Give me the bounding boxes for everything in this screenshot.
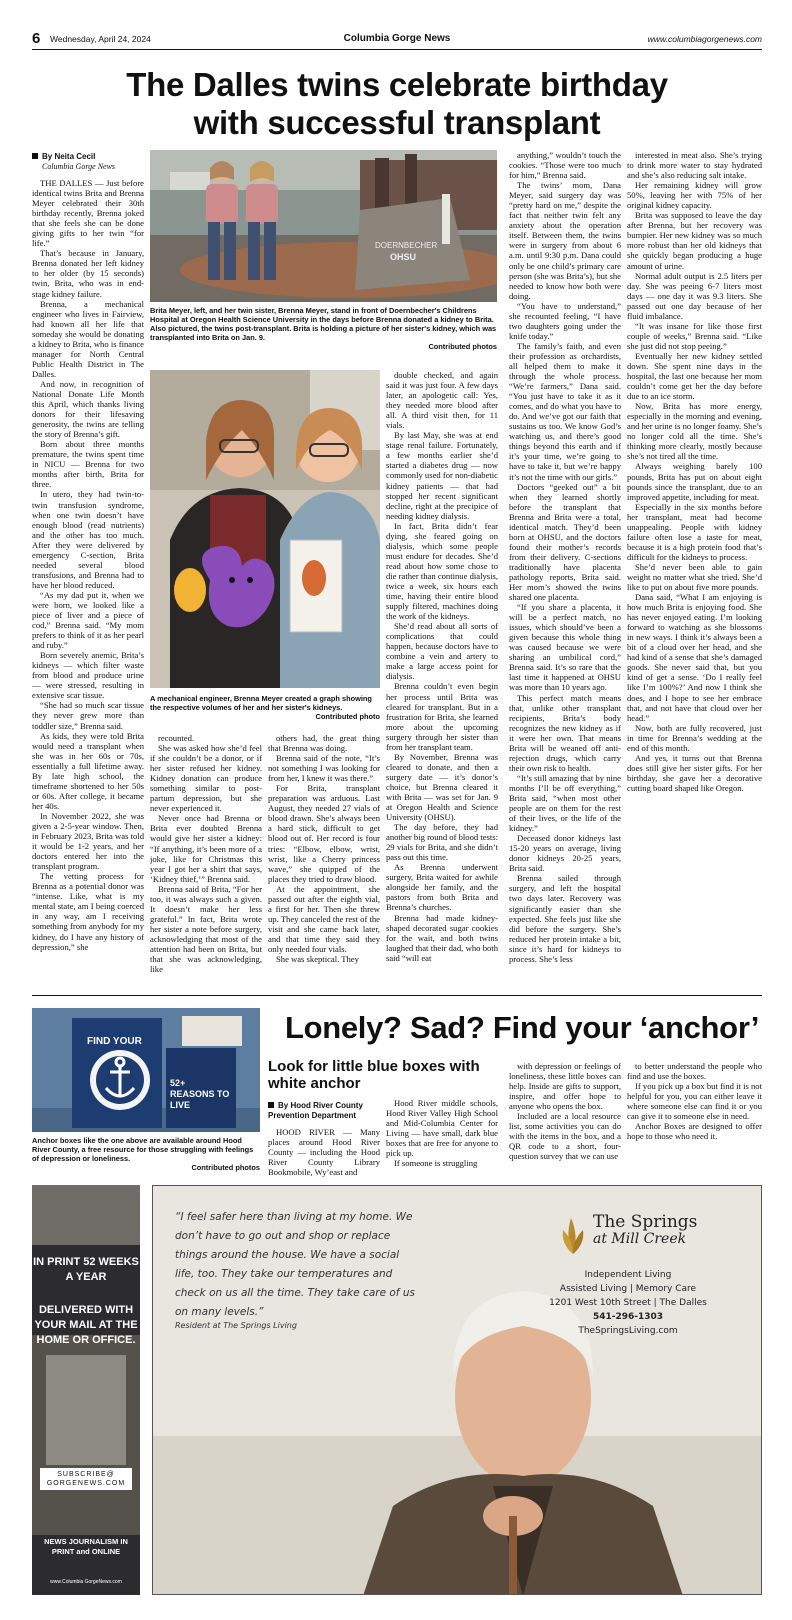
article-paragraph: That’s because in January, Brenna donated her left kidney to her older (by 15 seconds) twin, Brita, who was in end-stage kidney failure.	[32, 248, 144, 299]
story-column-5	[509, 150, 621, 988]
article-paragraph: In November 2022, she was given a 2-5-year window. Then, in February 2023, Brita was told it would be 1-2 years, and her doctors entered her into the transplant program.	[32, 810, 144, 872]
springs-website-link[interactable]: TheSpringsLiving.com	[578, 1326, 678, 1336]
article-paragraph: “It’s still amazing that by nine months I’ll be off everything,” Brita said, “when most other people are on them for the rest of their lives, or the life of the kidney.”	[509, 772, 621, 834]
article-paragraph: For Brita, transplant preparation was arduous. Last August, they needed 27 vials of blood drawn. She’s always been a hard stick, difficult to get blood out of. Her record is four tries: “Elbow, elbow, wrist, wrist, like a Cherry princess wave,” she quipped of the places they tried to draw blood.	[268, 783, 380, 884]
article-paragraph: Now, both are fully recovered, just in time for Brenna’s wedding at the end of this month.	[627, 722, 762, 753]
article-paragraph: She’d never been able to gain weight no matter what she tried. She’d like to put on about five more pounds.	[627, 561, 762, 593]
ad-site-link[interactable]: www.Columbia GorgeNews.com	[50, 1579, 122, 1585]
page-header	[32, 30, 762, 50]
photo1-credit: Contributed photos	[428, 342, 497, 351]
article-paragraph: As kids, they were told Brita would need a transplant when she was in her 60s or 70s, essentially a full lifetime away. By late high school, the timeframe shortened to her 50s or 60s. After college, it became her 40s.	[32, 730, 144, 811]
article-paragraph: And now, in recognition of National Donate Life Month this April, which thanks living donors for their lifesaving generosity, the twins are telling the story of Brenna’s gift.	[32, 378, 144, 440]
services-line-2: Assisted Living | Memory Care	[559, 1284, 697, 1294]
article-paragraph: Brenna had made kidney-shaped decorated sugar cookies for the wait, and both twins laughed that their dad, who both said “will eat	[386, 912, 498, 963]
article-paragraph: “It was insane for like those first couple of weeks,” Brenna said. “Like she just did not stop peeing.”	[627, 320, 762, 351]
article-paragraph: Her remaining kidney will grow 50%, leaving her with 75% of her original kidney capacity.	[627, 180, 762, 211]
article-paragraph: to better understand the people who find and use the boxes.	[627, 1061, 762, 1082]
section-divider	[32, 995, 762, 996]
photo-twins-sign-illustration	[150, 150, 497, 302]
article-paragraph: At the appointment, she passed out after the eighth vial, a first for her. Then she threw up. They canceled the rest of the visit and she came back later, and that time they said they only needed four vials.	[268, 883, 380, 954]
photo2-credit: Contributed photo	[315, 712, 380, 721]
article-paragraph: Doctors “geeked out” a bit when they learned shortly before the transplant that Brenna and Brita were a total, identical match. They’d been born at OHSU, and the doctors found their mother’s records from their delivery. C-sections traditionally have placenta pathology reports, Brita said. Her mom’s showed the twins shared one placenta.	[509, 481, 621, 603]
article-paragraph: The day before, they had another big round of blood tests: 29 vials for Brita, and she didn’t pass out this time.	[386, 822, 498, 863]
article-paragraph: By November, Brenna was cleared to donate, and then a surgery date — it’s donor’s choice, but Brenna cleared it with Brita — was set for Jan. 9 at Oregon Health and Science University (OHSU).	[386, 751, 498, 823]
subscription-ad-background	[32, 1185, 140, 1595]
testimonial-attribution: Resident at The Springs Living	[175, 1321, 297, 1330]
services-line-1: Independent Living	[584, 1270, 672, 1280]
article-paragraph: If someone is struggling	[394, 1158, 478, 1169]
photo-anchor-box	[32, 1008, 260, 1132]
article-paragraph: HOOD RIVER — Many places around Hood River County — including the Hood River County Library Bookmobile, Wy’east and	[268, 1127, 380, 1178]
story2-column-1	[268, 1127, 380, 1182]
photo-twins-kidney	[150, 370, 380, 688]
anchor-photo-credit: Contributed photos	[191, 1163, 260, 1172]
springs-ad[interactable]	[152, 1185, 762, 1595]
story-column-3	[268, 733, 380, 988]
article-paragraph: interested in meat also. She’s trying to drink more water to stay hydrated and she’s also reducing salt intake.	[627, 150, 762, 181]
springs-contact-info	[513, 1268, 743, 1338]
photo2-caption: A mechanical engineer, Brenna Meyer created a graph showing the respective volumes of her and her sister's kidneys. Contributed photo	[150, 694, 380, 721]
anchor-photo-caption: Anchor boxes like the one above are available around Hood River County, a free resource for those struggling with feelings of depression or loneliness. Contributed photos	[32, 1136, 260, 1172]
article-paragraph: If you pick up a box but find it is not helpful for you, you can either leave it where someone else can find it or you can give it to someone else in need.	[627, 1081, 762, 1122]
article-paragraph: By last May, she was at end stage renal failure. Fortunately, a few months earlier she’d started a diabetes drug — now commonly used for non-diabetic kidney patients — that had stopped her recent significant decline, right at the precipice of needing kidney dialysis.	[386, 430, 498, 521]
testimonial-quote: “I feel safer here than living at my home. We don’t have to go out and shop or replace things around the house. We have a social life, too. They take our temperatures and check on us all the time. They take care of us on many levels.”	[175, 1211, 415, 1318]
article-paragraph: recounted.	[158, 733, 195, 743]
article-paragraph: Brenna, a mechanical engineer who lives in Fairview, had known all her life that someday she would be donating a kidney to Brita, who is finance manager for North Central Public Health District in The Dalles.	[32, 298, 144, 379]
article-paragraph: Normal adult output is 2.5 liters per day. She was peeing 6-7 liters most days — one day it was 9.3 liters. She passed out one day because of her fluid imbalance.	[627, 270, 762, 321]
article-paragraph: Now, Brita has more energy, especially in the morning and evening, and her urine is no longer foamy. She’s no longer cold all the time. She’s thinking more clearly, mostly because she’s not tired all the time.	[627, 401, 762, 462]
story-column-1	[32, 178, 144, 988]
springs-leaf-logo-icon	[561, 1214, 585, 1254]
sign-text-2: OHSU	[390, 252, 417, 262]
ad-tagline: NEWS JOURNALISM IN PRINT and ONLINE	[44, 1537, 128, 1556]
article-paragraph: Deceased donor kidneys last 15-20 years on average, living donor kidneys 20-25 years, Brita said.	[509, 833, 621, 874]
sign-text-1: DOERNBECHER	[375, 241, 438, 250]
article-paragraph: As Brenna underwent surgery, Brita waited for awhile alongside her family, and the pastors from both Brita and Brenna’s churches.	[386, 862, 498, 913]
page-number: 6	[32, 30, 41, 47]
springs-address: 1201 West 10th Street | The Dalles	[549, 1298, 707, 1308]
headline-line-1: The Dalles twins celebrate birthday	[126, 66, 668, 103]
article-paragraph: The vetting process for Brenna as a potential donor was “intense. Like, what is my mental state, am I being coerced in any way, am I receiving something from anybody for my kidney, do I have any history of depression,” she	[32, 871, 144, 952]
article-paragraph: Born about three months premature, the twins spent time in NICU — Brenna for two months after birth, Brita for three.	[32, 439, 144, 490]
story2-byline: By Hood River County Prevention Department	[268, 1101, 363, 1120]
article-paragraph: Dana said, “What I am enjoying is how much Brita is enjoying food. She has never enjoyed eating. I’m looking forward to watching as she blossoms in new ways. I think it’s always been a bit of a cloud over her head, and she had kind of a sense that she’s damaged goods. She never said that, but you kind of get a sense. ‘Do I really feel like I’m 100%?’ And now I think she does, and I hope to see her embrace that, and not have that cloud over her head.”	[627, 592, 762, 723]
article-paragraph: “She had so much scar tissue they never grew more than toddler size,” Brenna said.	[32, 700, 144, 731]
article-paragraph: anything,” wouldn’t touch the cookies. “Those were too much for him,” Brenna said.	[509, 150, 621, 181]
story2-column-2	[386, 1098, 498, 1182]
article-paragraph: “As my dad put it, when we were born, we looked like a piece of liver and a piece of cod,” Brenna said. “My mom prefers to think of it as her pearl and ruby.”	[32, 589, 144, 651]
photo-twins-kidney-illustration	[150, 370, 380, 688]
article-paragraph: double checked, and again said it was just four. A few days later, an apologetic call: Yes, they needed more blood after all. A third visit then, for 11 vials.	[386, 370, 498, 431]
story2-headline: Lonely? Sad? Find your ‘anchor’	[284, 1010, 760, 1045]
article-paragraph: Included are a local resource list, some activities you can do with the items in the box, and a QR code to a short, four-question survey that we can use	[509, 1111, 621, 1162]
headline-line-2: with successful transplant	[193, 104, 601, 141]
article-paragraph: “You have to understand,” she recounted feeling, “I have two daughters going under the knife today.”	[509, 300, 621, 341]
byline: By Neita Cecil Columbia Gorge News	[32, 152, 144, 172]
springs-brand-name: The Springs	[593, 1212, 698, 1232]
box-label: FIND YOUR	[87, 1036, 142, 1047]
anchor-box-illustration	[32, 1008, 260, 1132]
story-headline	[32, 66, 762, 142]
article-paragraph: Anchor Boxes are designed to offer hope to those who need it.	[627, 1121, 762, 1142]
article-paragraph: “If you share a placenta, it will be a perfect match, no issues, which should’ve been a given because this whole thing was caused because we were sharing an umbilical cord,” Brenna said. It’s so rare that the last time it happened at OHSU was more than 10 years ago.	[509, 602, 621, 693]
ad-line-delivered: DELIVERED WITH YOUR MAIL AT THE HOME OR OFFICE.	[34, 1304, 138, 1346]
article-paragraph: Brita was supposed to leave the day after Brenna, but her recovery was bumpier. Her new kidney was so much more robust than her old kidneys that she quickly began producing a huge amount of urine.	[627, 210, 762, 271]
article-paragraph: Never once had Brenna or Brita ever doubted Brenna would give her sister a kidney: “If anything, it’s been more of a joke, like for Christmas this year I got her a shirt that says, ‘Kidney thief,’” Brenna said.	[150, 813, 262, 884]
story-column-6	[627, 150, 762, 988]
article-paragraph: She was asked how she’d feel if she couldn’t be a donor, or if her sister refused her kidney. Kidney donation can produce something similar to post-partum depression, but she never experienced it.	[150, 743, 262, 814]
newspaper-url[interactable]: www.columbiagorgenews.com	[647, 34, 762, 44]
article-paragraph: THE DALLES — Just before identical twins Brita and Brenna Meyer celebrated their 30th birthday recently, Brenna joked that she feels she can be done giving gifts to her twin “for life.”	[32, 178, 144, 249]
photo-twins-sign	[150, 150, 497, 302]
article-paragraph: Born severely anemic, Brita’s kidneys — which filter waste from blood and produce urine — were stressed, resulting in extensive scar tissue.	[32, 650, 144, 701]
ad-line-print: IN PRINT 52 WEEKS A YEAR	[33, 1256, 139, 1283]
byline-square-icon	[268, 1102, 274, 1108]
springs-brand-location: at Mill Creek	[593, 1231, 687, 1247]
story2-column-4	[627, 1061, 762, 1182]
story2-subhead: Look for little blue boxes with white anchor	[268, 1058, 480, 1092]
byline-square-icon	[32, 153, 38, 159]
article-paragraph: The family’s faith, and even their profession as orchardists, all helped them to make it through the whole process. “We’re farmers,” Dana said. “You just have to take it as it comes, and do what you have to do. And we’ve got our faith that sustains us too. We know God’s watching us, and there’s good things beyond this earth and if it’s your time, we’re going to have to take it, but we’re happy it’s not the time with our girls.”	[509, 340, 621, 482]
springs-phone[interactable]: 541-296-1303	[592, 1312, 664, 1322]
article-paragraph: others had, the great thing that Brenna was doing.	[268, 733, 380, 754]
photo1-caption: Brita Meyer, left, and her twin sister, Brenna Meyer, stand in front of Doernbecher's Childrens Hospital at Oregon Health Science University in the days before Brenna donated a kidney to Brita. Also pictured, the twins post-transplant. Brita is holding a picture of her sister's kidney, which was transplanted into Brita on Jan. 9. Contributed photos	[150, 306, 497, 351]
article-paragraph: In utero, they had twin-to-twin transfusion syndrome, when one twin doesn’t have enough blood (read nutrients) and the other has too much. After they were delivered by emergency C-section, Brita needed several blood transfusions, and Brenna had to have her blood reduced.	[32, 489, 144, 590]
article-paragraph: Brenna said of Brita, “For her too, it was always such a given. It doesn’t make her less grateful.” In fact, Brita wrote her sister a note before surgery, acknowledging that most of the attention had been on Brita, but that she was acknowledging, like	[150, 883, 262, 975]
article-paragraph: Hood River middle schools, Hood River Valley High School and Mid-Columbia Center for Living — have small, dark blue boxes that are free for anyone to pick up.	[386, 1098, 498, 1159]
story-column-4	[386, 370, 498, 988]
article-paragraph: Especially in the six months before her transplant, meat had become unappealing. People with kidney failure often lose a taste for meat, because it is a high protein food that’s difficult for the kidneys to process.	[627, 501, 762, 562]
box-reasons-label: 52+ REASONS TO LIVE	[170, 1078, 230, 1110]
article-paragraph: In fact, Brita didn’t fear dying, she feared going on dialysis, which some people must endure for decades. She’d read about how some chose to die rather than continue dialysis, twice a week, six hours each time, having their entire blood supply filtered, machines doing the work of the kidneys.	[386, 520, 498, 622]
story-column-2	[150, 733, 262, 988]
article-paragraph: Brenna sailed through surgery, and left the hospital two days later. Recovery was significantly easier than she expected. She feels just like she did before the surgery. She’s reduced her protein intake a bit, since it’s hard for kidneys to process. She’s less	[509, 873, 621, 964]
article-paragraph: This perfect match means that, unlike other transplant recipients, Brita’s body recognizes the new kidney as if it were her own. That means Brita will be weaned off anti-rejection drugs, which carry their own risk to health.	[509, 692, 621, 773]
story2-column-3	[509, 1061, 621, 1182]
issue-date: Wednesday, April 24, 2024	[50, 34, 151, 44]
article-paragraph: Brenna said of the note, “It’s not something I was looking for from her, I knew it was there.”	[268, 753, 380, 784]
article-paragraph: And yes, it turns out that Brenna does still give her sister gifts. For her birthday, she gave her a decorative cutting board shaped like Oregon.	[627, 752, 762, 793]
article-paragraph: Eventually her new kidney settled down. She spent nine days in the hospital, the last one because her mom couldn’t come get her the day before due to an ice storm.	[627, 350, 762, 402]
newspaper-name: Columbia Gorge News	[343, 33, 451, 44]
subscribe-email-link[interactable]: SUBSCRIBE@ GORGENEWS.COM	[40, 1468, 132, 1490]
article-paragraph: Always weighing barely 100 pounds, Brita has put on about eight pounds since the transplant, due to an improved appetite, including for meat.	[627, 461, 762, 502]
article-paragraph: with depression or feelings of loneliness, these little boxes can help. Inside are gifts to support, inspire, and offer hope to anyone who opens the box.	[509, 1061, 621, 1112]
subscription-ad[interactable]	[32, 1185, 140, 1595]
article-paragraph: She was skeptical. They	[276, 954, 359, 965]
article-paragraph: She’d read about all sorts of complications that could happen, because doctors have to combine a vein and artery to make a large access point for dialysis.	[386, 621, 498, 682]
article-paragraph: The twins’ mom, Dana Meyer, said surgery day was “pretty hard on me,” despite the fact that neither twin felt any anxiety about the operation itself. Between them, the twins were in surgery from about 6 a.m. until 9:30 p.m. Dana could only be one child’s primary care person (she was Brita’s), but she needed to know how both were doing.	[509, 180, 621, 301]
article-paragraph: Brenna couldn’t even begin her process until Brita was cleared for transplant. But in a frustration for Brita, she learned more about the upcoming surgery through her sister than from her transplant team.	[386, 681, 498, 752]
